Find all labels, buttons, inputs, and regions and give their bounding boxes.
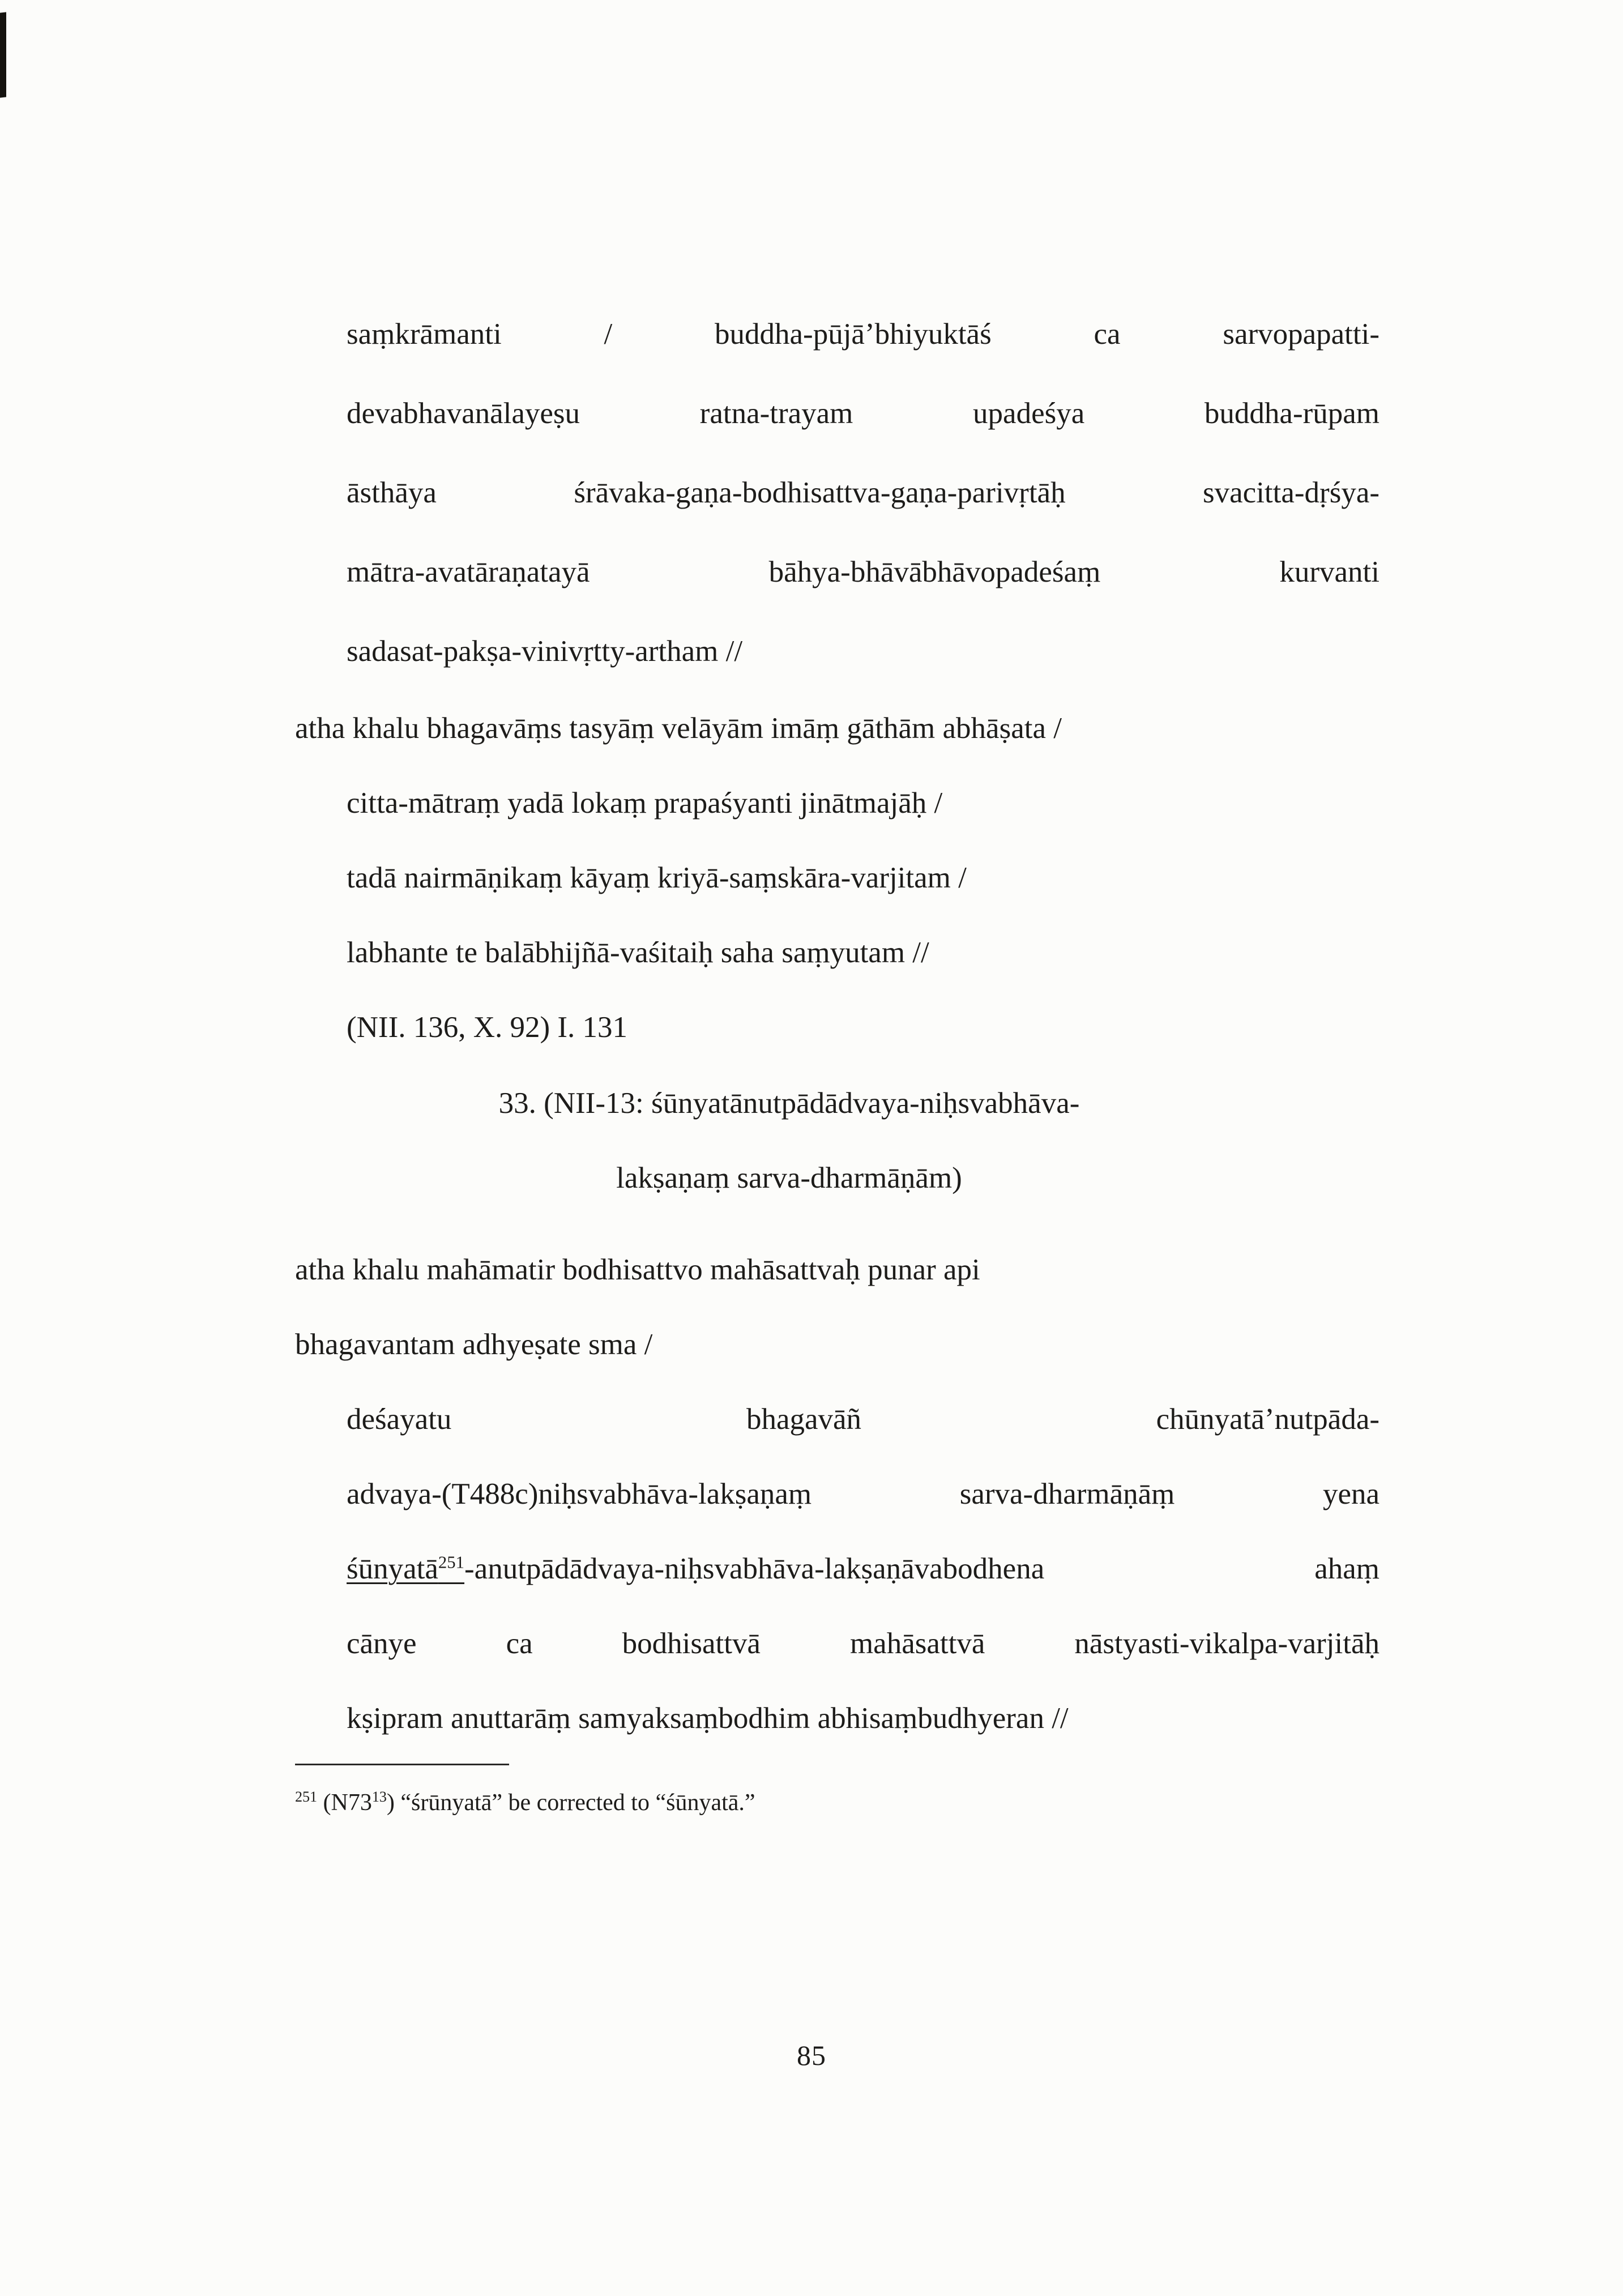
underlined-term	[347, 1552, 464, 1585]
body-line: āsthāya śrāvaka-gaṇa-bodhisattva-gaṇa-parivṛtāḥ svacitta-dṛśya-	[347, 476, 1379, 509]
verse-citation: (NII. 136, X. 92) I. 131	[347, 1011, 628, 1044]
verse-line: citta-mātraṃ yadā lokaṃ prapaśyanti jinātmajāḥ /	[347, 787, 943, 820]
paragraph-desayatu	[347, 1382, 1379, 1756]
body-line-rest: -anutpādādvaya-niḥsvabhāva-lakṣaṇāvabodhena ahaṃ	[464, 1552, 1379, 1585]
footnote-text: (N73	[317, 1790, 372, 1816]
footnote-marker: 251	[295, 1789, 318, 1805]
footnote-reference-251: 251	[438, 1552, 465, 1572]
verse-line: tadā nairmāṇikaṃ kāyaṃ kriyā-saṃskāra-varjitam /	[347, 861, 967, 894]
section-heading	[295, 1066, 1379, 1215]
footnote-rule	[295, 1764, 509, 1765]
body-line: kṣipram anuttarāṃ samyaksaṃbodhim abhisaṃbudhyeran //	[347, 1702, 1069, 1735]
paragraph-samkramanti	[347, 295, 1379, 691]
body-line-with-footnote-ref	[347, 1531, 1379, 1606]
verse-line: labhante te balābhijñā-vaśitaiḥ saha saṃyutam //	[347, 936, 929, 969]
body-line: saṃkrāmanti / buddha-pūjā’bhiyuktāś ca sarvopapatti-	[347, 318, 1379, 351]
body-line: devabhavanālayeṣu ratna-trayam upadeśya buddha-rūpam	[347, 397, 1379, 430]
body-line: deśayatu bhagavāñ chūnyatā’nutpāda-	[347, 1403, 1379, 1436]
body-line: atha khalu mahāmatir bodhisattvo mahāsattvaḥ punar api	[295, 1253, 980, 1286]
section-heading-line: 33. (NII-13: śūnyatānutpādādvaya-niḥsvabhāva-	[498, 1087, 1080, 1120]
page-content	[295, 295, 1379, 1821]
scan-edge-artifact	[0, 12, 6, 97]
body-line: atha khalu bhagavāṃs tasyāṃ velāyām imāṃ gāthām abhāṣata /	[295, 712, 1062, 745]
page-number: 85	[797, 2039, 826, 2071]
underlined-word: śūnyatā	[347, 1552, 438, 1585]
section-heading-line: lakṣaṇaṃ sarva-dharmāṇām)	[616, 1162, 962, 1194]
body-line: mātra-avatāraṇatayā bāhya-bhāvābhāvopadeśaṃ kurvanti	[347, 556, 1379, 588]
footnote-inner-superscript: 13	[371, 1789, 387, 1805]
verse-block	[347, 766, 1379, 1065]
paragraph-request	[295, 1232, 1379, 1382]
body-line: cānye ca bodhisattvā mahāsattvā nāstyasti-vikalpa-varjitāḥ	[347, 1627, 1379, 1660]
body-line: sadasat-pakṣa-vinivṛtty-artham //	[347, 635, 743, 668]
body-line: bhagavantam adhyeṣate sma /	[295, 1328, 653, 1361]
footnote	[295, 1785, 1379, 1821]
paragraph-gatha-intro	[295, 691, 1379, 766]
footnote-text: ) “śrūnyatā” be corrected to “śūnyatā.”	[386, 1790, 755, 1816]
body-line: advaya-(T488c)niḥsvabhāva-lakṣaṇaṃ sarva-dharmāṇāṃ yena	[347, 1478, 1379, 1510]
